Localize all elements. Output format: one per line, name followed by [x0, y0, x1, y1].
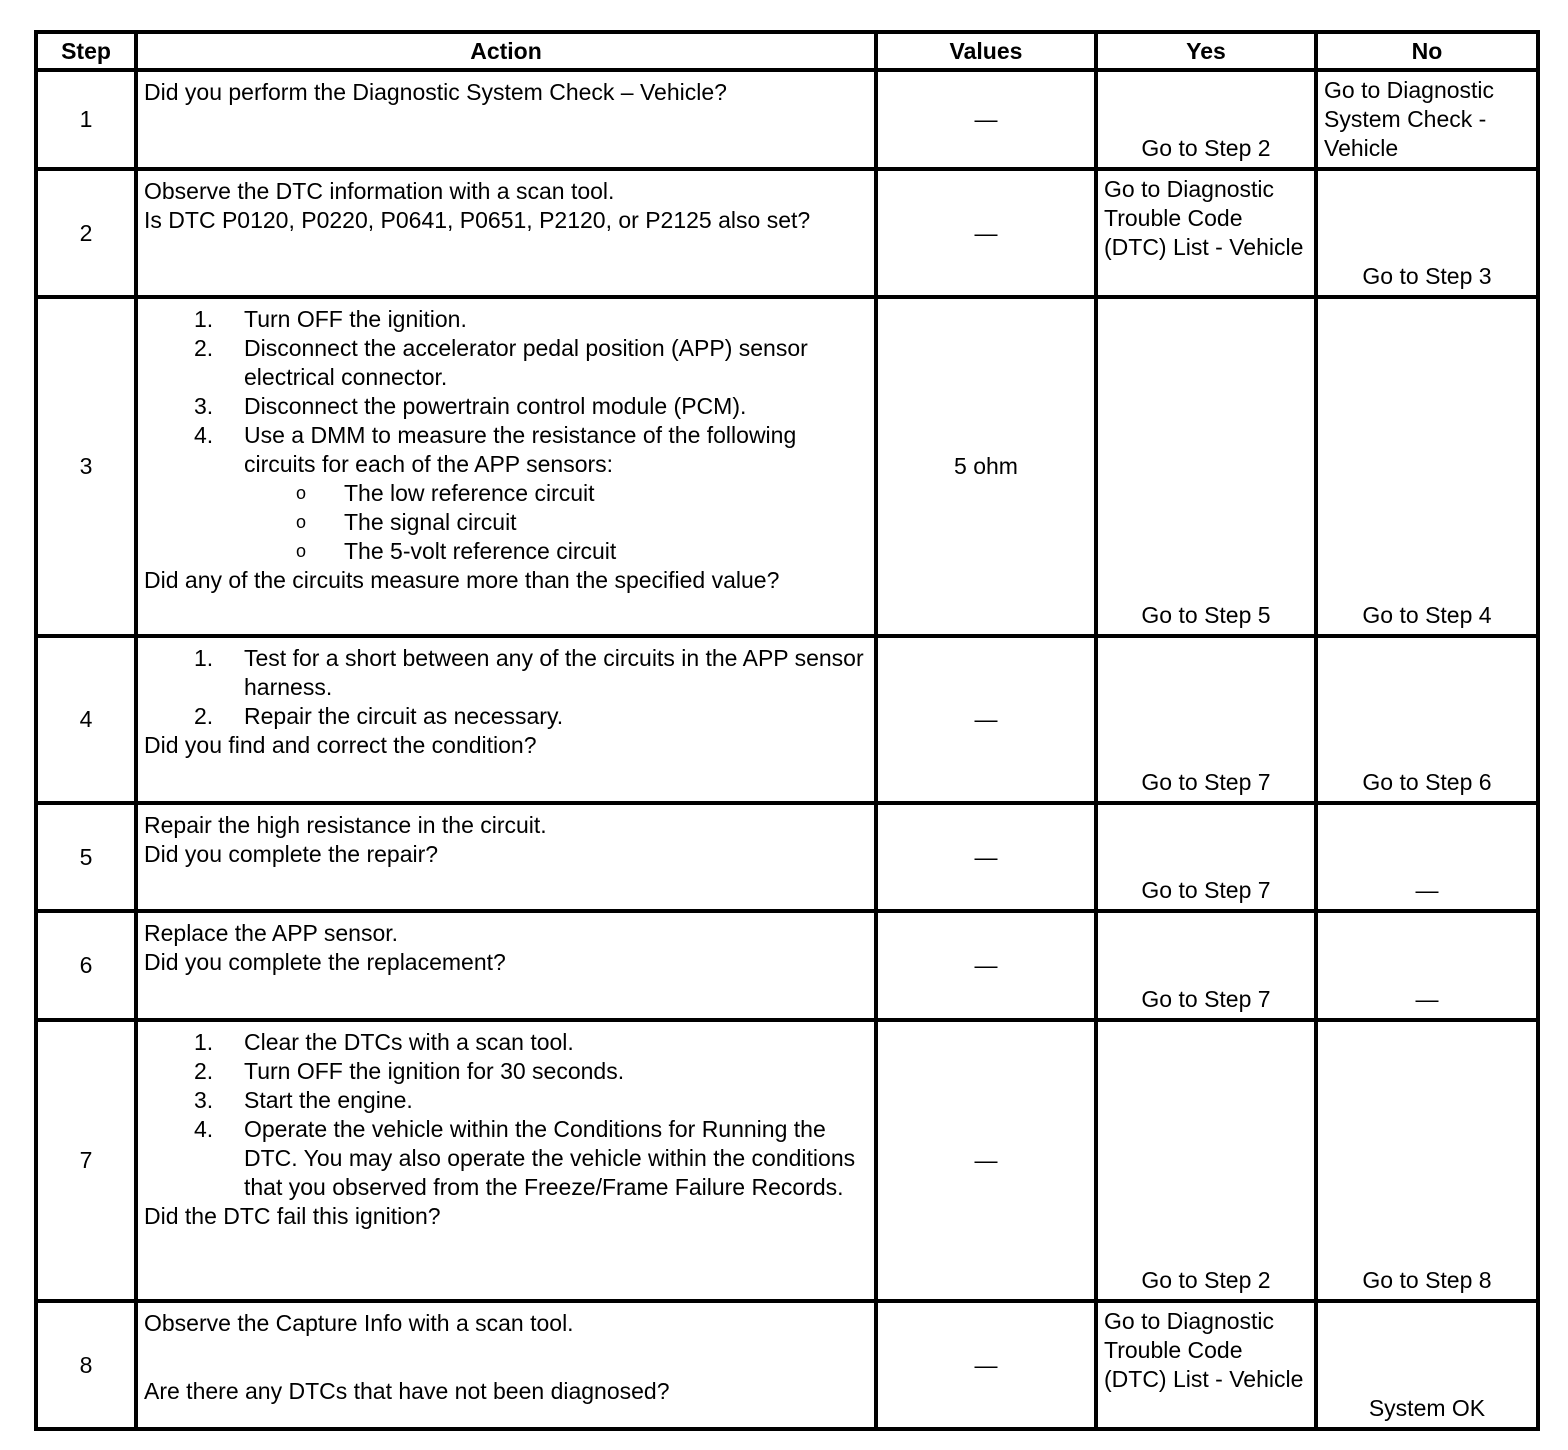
- action-question: Did any of the circuits measure more than the specified value?: [144, 567, 780, 593]
- header-values: Values: [876, 32, 1096, 70]
- header-yes: Yes: [1096, 32, 1316, 70]
- value-cell: —: [876, 1301, 1096, 1429]
- table-row: [36, 803, 1538, 911]
- step-number: 6: [36, 911, 136, 1020]
- list-item: 1. Test for a short between any of the circuits in the APP sensor harness.: [194, 645, 864, 700]
- table-row: [36, 1301, 1538, 1429]
- action-cell: [136, 70, 876, 169]
- no-cell: [1316, 70, 1538, 169]
- yes-cell: [1096, 911, 1316, 1020]
- no-link[interactable]: Go to Step 6: [1362, 769, 1492, 795]
- table-row: [36, 911, 1538, 1020]
- no-value: —: [1415, 877, 1439, 903]
- list-item: o The signal circuit: [144, 508, 868, 537]
- list-item: 4. Operate the vehicle within the Conditions for Running the DTC. You may also operate the vehicle within the conditions that you observed from the Freeze/Frame Failure Records.: [194, 1116, 856, 1200]
- list-item: 3. Start the engine.: [194, 1087, 413, 1113]
- header-action: Action: [136, 32, 876, 70]
- action-question: Are there any DTCs that have not been diagnosed?: [144, 1378, 670, 1404]
- step-number: 3: [36, 297, 136, 636]
- action-subitems: [144, 479, 868, 566]
- value-cell: —: [876, 911, 1096, 1020]
- no-link[interactable]: Go to Step 4: [1362, 602, 1492, 628]
- list-item: o The low reference circuit: [144, 479, 868, 508]
- no-value: —: [1415, 986, 1439, 1012]
- yes-link[interactable]: Go to Step 7: [1141, 986, 1271, 1012]
- list-item: 2. Repair the circuit as necessary.: [194, 703, 564, 729]
- yes-cell: [1096, 636, 1316, 803]
- yes-cell: [1096, 169, 1316, 297]
- list-item: 3. Disconnect the powertrain control module (PCM).: [194, 393, 747, 419]
- header-step: Step: [36, 32, 136, 70]
- action-cell: [136, 911, 876, 1020]
- yes-cell: [1096, 803, 1316, 911]
- step-number: 7: [36, 1020, 136, 1301]
- table-row: [36, 169, 1538, 297]
- action-cell: [136, 297, 876, 636]
- list-item: 1. Turn OFF the ignition.: [194, 306, 467, 332]
- action-text: Repair the high resistance in the circuit.: [144, 812, 547, 838]
- yes-cell: [1096, 1301, 1316, 1429]
- no-link[interactable]: Go to Diagnostic System Check - Vehicle: [1324, 77, 1495, 161]
- action-cell: [136, 169, 876, 297]
- action-steps: [144, 644, 868, 731]
- action-question: Did you complete the replacement?: [144, 949, 506, 975]
- step-number: 8: [36, 1301, 136, 1429]
- value-cell: 5 ohm: [876, 297, 1096, 636]
- step-number: 2: [36, 169, 136, 297]
- list-item: 1. Clear the DTCs with a scan tool.: [194, 1029, 574, 1055]
- step-number: 5: [36, 803, 136, 911]
- no-cell: [1316, 169, 1538, 297]
- bullet-icon: o: [296, 483, 307, 503]
- yes-link[interactable]: Go to Diagnostic Trouble Code (DTC) List - Vehicle: [1104, 1308, 1304, 1392]
- action-text: Replace the APP sensor.: [144, 920, 399, 946]
- yes-link[interactable]: Go to Step 2: [1141, 135, 1271, 161]
- table-row: [36, 70, 1538, 169]
- no-cell: [1316, 803, 1538, 911]
- yes-link[interactable]: Go to Step 7: [1141, 877, 1271, 903]
- no-link[interactable]: Go to Step 3: [1362, 263, 1492, 289]
- value-cell: —: [876, 70, 1096, 169]
- bullet-icon: o: [296, 512, 307, 532]
- yes-link[interactable]: Go to Step 7: [1141, 769, 1271, 795]
- list-item: 4. Use a DMM to measure the resistance of the following circuits for each of the APP sensors:: [194, 422, 797, 477]
- no-link[interactable]: Go to Step 8: [1362, 1267, 1492, 1293]
- action-steps: [144, 1028, 868, 1202]
- action-question: Did you complete the repair?: [144, 841, 439, 867]
- step-number: 1: [36, 70, 136, 169]
- action-cell: [136, 1301, 876, 1429]
- action-question: Is DTC P0120, P0220, P0641, P0651, P2120, or P2125 also set?: [144, 207, 811, 233]
- action-text: Did you perform the Diagnostic System Check – Vehicle?: [144, 79, 727, 105]
- action-question: Did you find and correct the condition?: [144, 732, 537, 758]
- value-cell: —: [876, 803, 1096, 911]
- table-row: [36, 636, 1538, 803]
- no-value: System OK: [1368, 1395, 1486, 1421]
- action-cell: [136, 636, 876, 803]
- no-cell: [1316, 911, 1538, 1020]
- bullet-icon: o: [296, 541, 307, 561]
- yes-link[interactable]: Go to Step 5: [1141, 602, 1271, 628]
- list-item: 2. Disconnect the accelerator pedal position (APP) sensor electrical connector.: [194, 335, 808, 390]
- value-cell: —: [876, 636, 1096, 803]
- action-steps: [144, 305, 868, 479]
- no-cell: [1316, 636, 1538, 803]
- no-cell: [1316, 297, 1538, 636]
- value-cell: —: [876, 169, 1096, 297]
- list-item: o The 5-volt reference circuit: [144, 537, 868, 566]
- action-cell: [136, 803, 876, 911]
- header-no: No: [1316, 32, 1538, 70]
- diagnostic-table: [34, 30, 1540, 1431]
- no-cell: [1316, 1301, 1538, 1429]
- yes-cell: [1096, 1020, 1316, 1301]
- yes-cell: [1096, 70, 1316, 169]
- step-number: 4: [36, 636, 136, 803]
- yes-cell: [1096, 297, 1316, 636]
- action-question: Did the DTC fail this ignition?: [144, 1203, 441, 1229]
- header-row: [36, 32, 1538, 70]
- list-item: 2. Turn OFF the ignition for 30 seconds.: [194, 1058, 625, 1084]
- table-row: [36, 1020, 1538, 1301]
- no-cell: [1316, 1020, 1538, 1301]
- action-text: Observe the DTC information with a scan tool.: [144, 178, 615, 204]
- yes-link[interactable]: Go to Step 2: [1141, 1267, 1271, 1293]
- action-text: Observe the Capture Info with a scan tool.: [144, 1310, 574, 1336]
- value-cell: —: [876, 1020, 1096, 1301]
- table-row: [36, 297, 1538, 636]
- action-cell: [136, 1020, 876, 1301]
- yes-link[interactable]: Go to Diagnostic Trouble Code (DTC) List - Vehicle: [1104, 176, 1304, 260]
